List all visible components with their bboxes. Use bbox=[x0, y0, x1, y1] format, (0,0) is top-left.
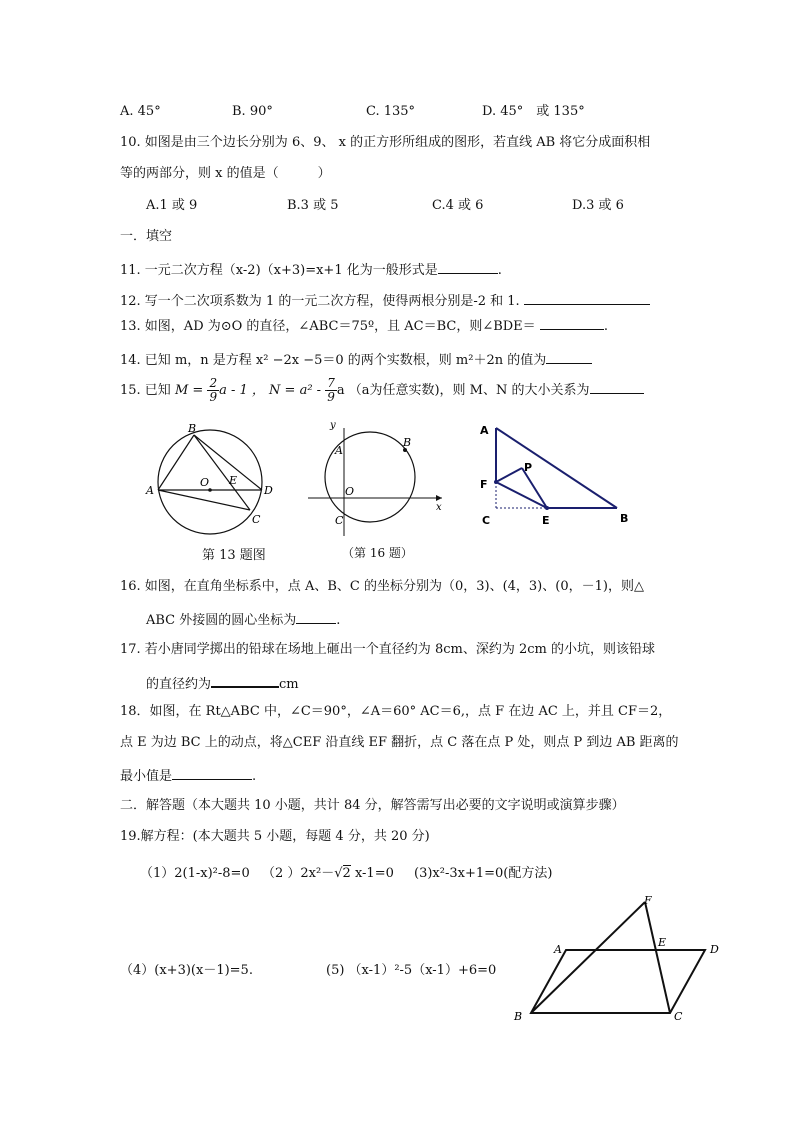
q18-line3-text: 最小值是 bbox=[120, 769, 173, 784]
q18-line1: 18．如图，在 Rt△ABC 中，∠C＝90°，∠A＝60° AC＝6,，点 F 在边 AC 上，并且 CF＝2， bbox=[120, 704, 672, 719]
para-label-c: C bbox=[674, 1010, 683, 1023]
q18-line3 bbox=[120, 766, 256, 785]
fig16-caption: （第 16 题） bbox=[342, 546, 413, 560]
fig16-x-arrow bbox=[436, 495, 442, 501]
q10-option-a: A.1 或 9 bbox=[146, 198, 198, 213]
q19-part1: （1）2(1-x)²-8=0 bbox=[140, 866, 250, 881]
q15-m: M = bbox=[174, 383, 204, 398]
q13-end: . bbox=[603, 319, 608, 334]
q12-answer-blank[interactable] bbox=[524, 291, 650, 305]
q15-frac2-num: 7 bbox=[327, 376, 335, 390]
fig18-ab bbox=[496, 428, 617, 508]
q15-frac1-den: 9 bbox=[209, 390, 218, 404]
q16-line2-text: ABC 外接圆的圆心坐标为 bbox=[146, 613, 297, 628]
q18-line2: 点 E 为边 BC 上的动点，将△CEF 沿直线 EF 翻折，点 C 落在点 P 处，则点 P 到边 AB 距离的 bbox=[120, 735, 679, 750]
q9-option-b: B. 90° bbox=[232, 104, 273, 119]
q13 bbox=[120, 316, 608, 335]
para-label-b: B bbox=[514, 1010, 523, 1023]
fig18-label-p: P bbox=[524, 461, 533, 474]
fig18-label-a: A bbox=[480, 424, 489, 437]
q15-answer-blank[interactable] bbox=[590, 380, 644, 394]
q15-fraction-2 bbox=[325, 377, 337, 404]
q16-end: . bbox=[336, 613, 341, 628]
q19-title: 19.解方程：(本大题共 5 小题，每题 4 分，共 20 分) bbox=[120, 829, 430, 844]
q14-answer-blank[interactable] bbox=[546, 350, 592, 364]
q10-line1: 10. 如图是由三个边长分别为 6、9、 x 的正方形所组成的图形，若直线 AB 将它分成面积相 bbox=[120, 135, 651, 150]
para-label-a: A bbox=[554, 943, 562, 956]
fig18-label-e: E bbox=[542, 514, 550, 527]
q17-line1: 17. 若小唐同学掷出的铅球在场地上砸出一个直径约为 8cm、深约为 2cm 的小坑，则该铅球 bbox=[120, 642, 655, 657]
fig13-label-c: C bbox=[252, 513, 261, 526]
figure-18-triangle bbox=[470, 420, 640, 530]
fig18-fp bbox=[496, 468, 522, 482]
fig18-point-f bbox=[494, 480, 498, 484]
q19-part3: (3)x²-3x+1=0(配方法) bbox=[414, 866, 553, 881]
q11-text: 11. 一元二次方程（x-2)（x+3)=x+1 化为一般形式是 bbox=[120, 263, 438, 278]
q11 bbox=[120, 260, 502, 279]
q10-line2: 等的两部分，则 x 的值是（ ） bbox=[120, 166, 331, 181]
fig16-label-x: x bbox=[436, 502, 442, 513]
q19-part2-end: x-1=0 bbox=[354, 866, 394, 881]
figure-16-coordinate-circle bbox=[300, 418, 450, 538]
fig18-label-c: C bbox=[482, 514, 491, 527]
q16-line2 bbox=[146, 610, 340, 629]
fig13-label-b: B bbox=[188, 422, 197, 435]
fig13-bc bbox=[194, 435, 250, 510]
q15-pre: 15. 已知 bbox=[120, 383, 171, 398]
line-bf bbox=[531, 902, 645, 1013]
section-solutions-title: 二．解答题（本大题共 10 小题，共计 84 分，解答需写出必要的文字说明或演算步骤） bbox=[120, 798, 625, 813]
q15-mid1: a - 1 ， bbox=[219, 383, 265, 398]
fig13-label-d: D bbox=[264, 484, 273, 497]
figure-13-circle bbox=[140, 420, 290, 545]
para-label-f: F bbox=[644, 894, 652, 907]
q12-text: 12. 写一个二次项系数为 1 的一元二次方程，使得两根分别是-2 和 1. bbox=[120, 294, 520, 309]
q10-option-c: C.4 或 6 bbox=[432, 198, 484, 213]
q15-mid2: a （a为任意实数)，则 M、N 的大小关系为 bbox=[336, 383, 590, 398]
fig16-label-a: A bbox=[335, 444, 343, 457]
q19-part5: (5) （x-1）²-5（x-1）+6=0 bbox=[326, 963, 497, 978]
q15-n: N = a² - bbox=[269, 383, 322, 398]
fig13-circle bbox=[158, 430, 262, 534]
q9-option-c: C. 135° bbox=[366, 104, 416, 119]
q10-option-b: B.3 或 5 bbox=[287, 198, 339, 213]
sqrt-symbol-icon: √ bbox=[334, 866, 343, 881]
para-label-d: D bbox=[710, 943, 719, 956]
q10-option-d: D.3 或 6 bbox=[572, 198, 624, 213]
line-fc bbox=[645, 902, 670, 1013]
q17-line2-text: 的直径约为 bbox=[146, 677, 212, 692]
q11-end: . bbox=[497, 263, 502, 278]
para-label-e: E bbox=[658, 936, 667, 949]
fig16-label-y: y bbox=[330, 420, 336, 431]
q18-end: . bbox=[252, 769, 257, 784]
q11-answer-blank[interactable] bbox=[438, 260, 498, 274]
fig13-label-o: O bbox=[200, 476, 210, 489]
q13-text: 13. 如图，AD 为⊙O 的直径，∠ABC＝75º，且 AC＝BC，则∠BDE＝ bbox=[120, 319, 536, 334]
q19-part2-radicand: 2 bbox=[342, 866, 351, 881]
fig13-ac bbox=[158, 490, 250, 510]
fig18-point-e bbox=[545, 506, 549, 510]
parallelogram-abcd bbox=[531, 950, 705, 1013]
q15-frac1-num: 2 bbox=[209, 376, 218, 390]
q15 bbox=[120, 376, 644, 406]
section-fill-in-title: 一．填空 bbox=[120, 229, 173, 244]
fig16-label-c: C bbox=[335, 514, 344, 527]
q15-fraction-1 bbox=[207, 377, 219, 404]
fig13-caption: 第 13 题图 bbox=[202, 548, 266, 563]
fig18-label-f: F bbox=[480, 478, 488, 491]
q9-option-d: D. 45° 或 135° bbox=[482, 104, 585, 119]
q18-answer-blank[interactable] bbox=[172, 766, 252, 780]
q14-text: 14. 已知 m，n 是方程 x² −2x −5＝0 的两个实数根，则 m²＋2n 的值为 bbox=[120, 353, 547, 368]
q14 bbox=[120, 350, 592, 369]
q15-frac2-den: 9 bbox=[327, 390, 335, 404]
q16-answer-blank[interactable] bbox=[296, 610, 336, 624]
q19-part2 bbox=[262, 866, 394, 882]
fig13-label-a: A bbox=[146, 484, 154, 497]
fig16-label-o: O bbox=[345, 485, 355, 498]
q12 bbox=[120, 291, 650, 310]
fig13-label-e: E bbox=[229, 474, 238, 487]
q17-answer-blank[interactable] bbox=[211, 673, 279, 688]
q17-unit: cm bbox=[279, 677, 299, 692]
q13-answer-blank[interactable] bbox=[540, 316, 604, 330]
q19-part4: （4）(x+3)(x－1)=5. bbox=[120, 963, 253, 978]
fig18-label-b: B bbox=[620, 512, 629, 525]
q17-line2 bbox=[146, 673, 299, 693]
fig16-label-b: B bbox=[403, 436, 412, 449]
q19-part2-text: （2 ）2x²－ bbox=[262, 866, 335, 881]
figure-parallelogram bbox=[508, 890, 728, 1025]
q16-line1: 16. 如图，在直角坐标系中，点 A、B、C 的坐标分别为（0，3)、(4，3)、(0，－1)，则△ bbox=[120, 579, 644, 594]
q9-option-a: A. 45° bbox=[120, 104, 161, 119]
